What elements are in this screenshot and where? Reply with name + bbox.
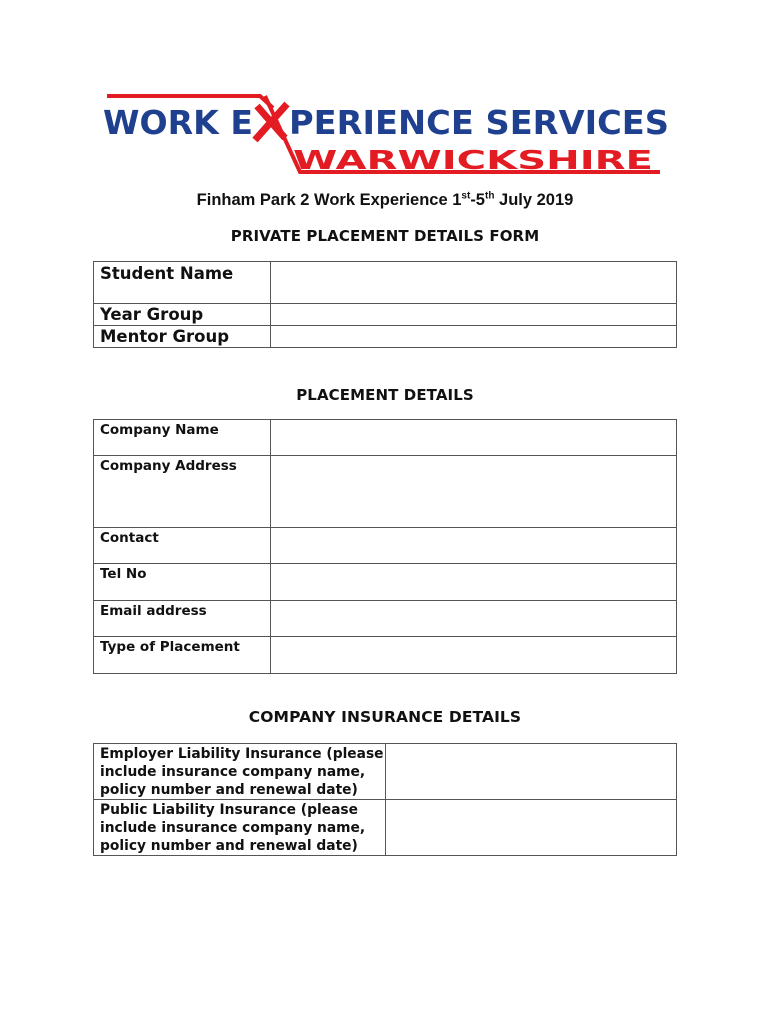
public-liability-label xyxy=(94,800,386,856)
table-row xyxy=(94,601,677,637)
label-line: Public Liability Insurance (please xyxy=(100,802,358,818)
placement-details-heading: PLACEMENT DETAILS xyxy=(296,386,474,404)
label-line: policy number and renewal date) xyxy=(100,838,358,854)
company-address-field[interactable] xyxy=(271,456,677,528)
work-experience-services-logo xyxy=(95,90,675,180)
logo-text-work: WORK E xyxy=(103,103,253,142)
year-group-field[interactable] xyxy=(271,304,677,326)
logo-text-services: PERIENCE SERVICES xyxy=(289,103,669,142)
placement-details-table xyxy=(93,419,677,674)
logo-text-warwickshire: WARWICKSHIRE xyxy=(293,146,653,176)
table-row xyxy=(94,304,677,326)
mentor-group-label: Mentor Group xyxy=(94,326,271,348)
table-row xyxy=(94,744,677,800)
label-line: Employer Liability Insurance (please xyxy=(100,746,384,762)
contact-label: Contact xyxy=(94,528,271,564)
year-group-label: Year Group xyxy=(94,304,271,326)
student-name-field[interactable] xyxy=(271,262,677,304)
mentor-group-field[interactable] xyxy=(271,326,677,348)
student-details-table xyxy=(93,261,677,348)
table-row xyxy=(94,800,677,856)
employer-liability-field[interactable] xyxy=(386,744,677,800)
form-title: PRIVATE PLACEMENT DETAILS FORM xyxy=(230,227,540,245)
public-liability-field[interactable] xyxy=(386,800,677,856)
company-address-label: Company Address xyxy=(94,456,271,528)
company-name-label: Company Name xyxy=(94,420,271,456)
label-line: include insurance company name, xyxy=(100,764,366,780)
tel-no-field[interactable] xyxy=(271,564,677,601)
tel-no-label: Tel No xyxy=(94,564,271,601)
student-name-label: Student Name xyxy=(94,262,271,304)
table-row xyxy=(94,326,677,348)
contact-field[interactable] xyxy=(271,528,677,564)
insurance-details-table xyxy=(93,743,677,856)
email-address-field[interactable] xyxy=(271,601,677,637)
type-of-placement-label: Type of Placement xyxy=(94,637,271,674)
email-address-label: Email address xyxy=(94,601,271,637)
table-row xyxy=(94,456,677,528)
label-line: include insurance company name, xyxy=(100,820,366,836)
table-row xyxy=(94,420,677,456)
table-row xyxy=(94,564,677,601)
document-title: Finham Park 2 Work Experience 1st-5th July 2019 xyxy=(196,190,574,209)
table-row xyxy=(94,637,677,674)
employer-liability-label xyxy=(94,744,386,800)
table-row xyxy=(94,262,677,304)
company-name-field[interactable] xyxy=(271,420,677,456)
table-row xyxy=(94,528,677,564)
label-line: policy number and renewal date) xyxy=(100,782,358,798)
company-insurance-heading: COMPANY INSURANCE DETAILS xyxy=(248,708,522,726)
type-of-placement-field[interactable] xyxy=(271,637,677,674)
